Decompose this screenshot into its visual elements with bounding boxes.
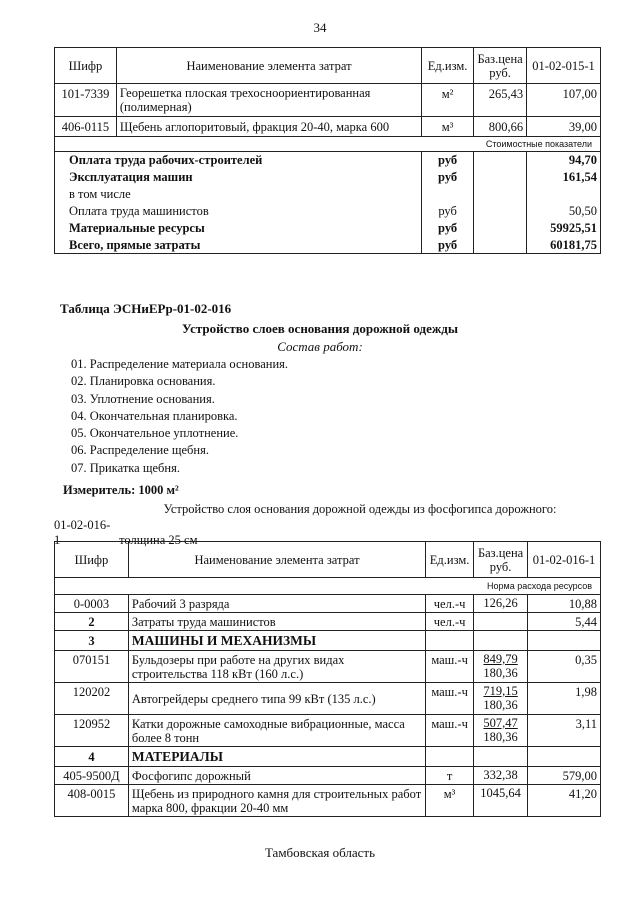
row-price-cell xyxy=(474,785,528,817)
footer: Тамбовская область xyxy=(264,845,376,860)
list-item: 06. Распределение щебня. xyxy=(71,443,209,458)
row-value: 10,88 xyxy=(528,595,601,613)
summary-empty xyxy=(474,220,527,237)
summary-value xyxy=(527,186,601,203)
row-price-2: 180,36 xyxy=(483,730,518,744)
row-price-cell xyxy=(474,613,528,631)
list-item: 05. Окончательное уплотнение. xyxy=(71,426,239,441)
description-code: 01-02-016-1 xyxy=(54,518,111,547)
section-header-row xyxy=(55,747,601,767)
col-name: Наименование элемента затрат xyxy=(128,542,425,578)
summary-row xyxy=(55,203,601,220)
summary-label: в том числе xyxy=(55,186,422,203)
meter-text: Измеритель: 1000 м² xyxy=(63,483,179,497)
table-header-row xyxy=(55,48,601,84)
list-item: 07. Прикатка щебня. xyxy=(71,460,180,475)
row-price-cell xyxy=(474,767,528,785)
row-unit: чел.-ч xyxy=(426,613,474,631)
row-price-cell xyxy=(474,651,528,683)
row-code: 120952 xyxy=(55,715,129,747)
summary-value: 60181,75 xyxy=(527,237,601,254)
empty-cell xyxy=(426,631,474,651)
summary-label: Всего, прямые затраты xyxy=(55,237,422,254)
empty-cell xyxy=(474,631,528,651)
row-code: 070151 xyxy=(55,651,129,683)
works-header: Состав работ: xyxy=(277,339,363,354)
summary-empty xyxy=(474,203,527,220)
row-price: 1045,64 xyxy=(480,786,521,800)
summary-unit: руб xyxy=(422,203,474,220)
section-name: МАТЕРИАЛЫ xyxy=(128,747,425,767)
resource-table-015 xyxy=(54,47,601,254)
description: Устройство слоя основания дорожной одежды из фосфогипса дорожного: xyxy=(163,502,557,516)
row-value: 0,35 xyxy=(528,651,601,683)
table-row xyxy=(55,683,601,715)
col-name: Наименование элемента затрат xyxy=(116,48,421,84)
norm-note-row xyxy=(55,578,601,595)
row-unit: чел.-ч xyxy=(426,595,474,613)
summary-unit: руб xyxy=(422,220,474,237)
row-code: 101-7339 xyxy=(55,84,117,117)
row-unit: м³ xyxy=(422,117,474,137)
row-unit: м³ xyxy=(426,785,474,817)
list-item: 02. Планировка основания. xyxy=(71,374,216,389)
summary-empty xyxy=(474,152,527,169)
row-unit: маш.-ч xyxy=(426,651,474,683)
col-norm: 01-02-015-1 xyxy=(527,48,601,84)
col-norm: 01-02-016-1 xyxy=(528,542,601,578)
table-row xyxy=(55,117,601,137)
page-number: 34 xyxy=(313,20,327,35)
row-value: 39,00 xyxy=(527,117,601,137)
col-unit: Ед.изм. xyxy=(426,542,474,578)
table-row xyxy=(55,651,601,683)
summary-empty xyxy=(474,169,527,186)
table-row xyxy=(55,613,601,631)
summary-empty xyxy=(474,237,527,254)
section-header-row xyxy=(55,631,601,651)
row-name: Бульдозеры при работе на других видах строительства 118 кВт (160 л.с.) xyxy=(128,651,425,683)
row-price: 800,66 xyxy=(474,117,527,137)
summary-label: Оплата труда машинистов xyxy=(55,203,422,220)
table-row xyxy=(55,785,601,817)
row-unit: маш.-ч xyxy=(426,715,474,747)
summary-value: 161,54 xyxy=(527,169,601,186)
summary-unit: руб xyxy=(422,237,474,254)
summary-value: 59925,51 xyxy=(527,220,601,237)
section-name: МАШИНЫ И МЕХАНИЗМЫ xyxy=(128,631,425,651)
row-value: 1,98 xyxy=(528,683,601,715)
row-price: 507,47 xyxy=(483,716,518,730)
summary-value: 50,50 xyxy=(527,203,601,220)
row-value: 41,20 xyxy=(528,785,601,817)
list-item: 03. Уплотнение основания. xyxy=(71,391,215,406)
summary-row xyxy=(55,237,601,254)
row-unit: маш.-ч xyxy=(426,683,474,715)
summary-unit: руб xyxy=(422,152,474,169)
row-name: Щебень из природного камня для строительных работ марка 800, фракции 20-40 мм xyxy=(128,785,425,817)
row-price-cell xyxy=(474,595,528,613)
table-title: Устройство слоев основания дорожной одежды xyxy=(181,321,459,336)
col-code: Шифр xyxy=(55,542,129,578)
col-price: Баз.цена руб. xyxy=(474,48,527,84)
row-code: 120202 xyxy=(55,683,129,715)
summary-row xyxy=(55,220,601,237)
summary-unit xyxy=(422,186,474,203)
summary-label: Материальные ресурсы xyxy=(55,220,422,237)
works-list xyxy=(71,356,288,477)
table-row xyxy=(55,595,601,613)
summary-value: 94,70 xyxy=(527,152,601,169)
row-value: 107,00 xyxy=(527,84,601,117)
summary-row xyxy=(55,186,601,203)
summary-label: Оплата труда рабочих-строителей xyxy=(55,152,422,169)
empty-cell xyxy=(474,747,528,767)
table-row xyxy=(55,767,601,785)
row-value: 579,00 xyxy=(528,767,601,785)
table-row xyxy=(55,84,601,117)
table-code: Таблица ЭСНиЕРр-01-02-016 xyxy=(60,301,232,316)
row-name: Фосфогипс дорожный xyxy=(128,767,425,785)
list-item: 04. Окончательная планировка. xyxy=(71,408,238,423)
row-unit: м² xyxy=(422,84,474,117)
description-text: толщина 25 см xyxy=(119,533,198,547)
norm-note: Норма расхода ресурсов xyxy=(55,578,601,595)
summary-empty xyxy=(474,186,527,203)
empty-cell xyxy=(528,747,601,767)
row-name: Автогрейдеры среднего типа 99 кВт (135 л.с.) xyxy=(128,683,425,715)
summary-label: Эксплуатация машин xyxy=(55,169,422,186)
row-price-cell xyxy=(474,715,528,747)
row-price-2: 180,36 xyxy=(483,666,518,680)
col-code: Шифр xyxy=(55,48,117,84)
row-price: 265,43 xyxy=(474,84,527,117)
row-unit: т xyxy=(426,767,474,785)
meter xyxy=(63,483,640,498)
list-item: 01. Распределение материала основания. xyxy=(71,357,289,371)
section-number: 4 xyxy=(55,747,129,767)
row-name: Катки дорожные самоходные вибрационные, масса более 8 тонн xyxy=(128,715,425,747)
row-name: Щебень аглопоритовый, фракция 20-40, марка 600 xyxy=(116,117,421,137)
resource-table-016 xyxy=(54,541,601,817)
row-code: 408-0015 xyxy=(55,785,129,817)
row-name: Рабочий 3 разряда xyxy=(128,595,425,613)
row-value: 3,11 xyxy=(528,715,601,747)
section-number: 3 xyxy=(55,631,129,651)
row-price: 332,38 xyxy=(483,768,518,782)
row-price: 126,26 xyxy=(483,596,518,610)
table-header-row xyxy=(55,542,601,578)
col-unit: Ед.изм. xyxy=(422,48,474,84)
row-code: 405-9500Д xyxy=(55,767,129,785)
table-row xyxy=(55,715,601,747)
col-price: Баз.цена руб. xyxy=(474,542,528,578)
summary-row xyxy=(55,169,601,186)
empty-cell xyxy=(426,747,474,767)
row-price: 719,15 xyxy=(483,684,518,698)
row-name: Георешетка плоская трехосноориентированная (полимерная) xyxy=(116,84,421,117)
summary-row xyxy=(55,152,601,169)
row-price-cell xyxy=(474,683,528,715)
row-price-2: 180,36 xyxy=(483,698,518,712)
row-price: 849,79 xyxy=(483,652,518,666)
cost-note: Стоимостные показатели xyxy=(55,137,601,152)
row-value: 5,44 xyxy=(528,613,601,631)
cost-note-row xyxy=(55,137,601,152)
row-name: Затраты труда машинистов xyxy=(128,613,425,631)
row-code: 2 xyxy=(55,613,129,631)
summary-unit: руб xyxy=(422,169,474,186)
row-code: 0-0003 xyxy=(55,595,129,613)
row-code: 406-0115 xyxy=(55,117,117,137)
empty-cell xyxy=(528,631,601,651)
